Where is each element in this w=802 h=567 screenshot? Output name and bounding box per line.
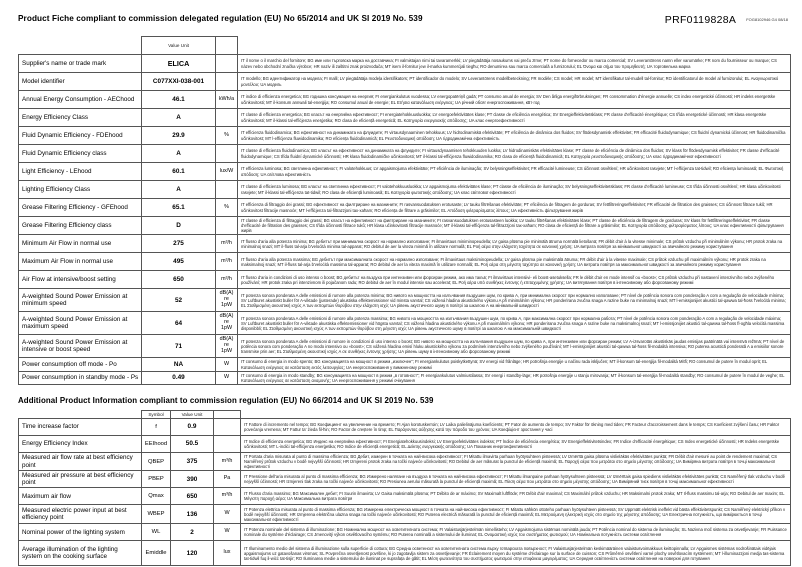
row-symbol: QBEP: [142, 452, 171, 470]
row-value: 60.1: [142, 163, 216, 181]
table-row: [19, 524, 791, 541]
additional-info-title: Additional Product Information compliant to commission regulation (EU) No 66/2014 and UK SI 2019 No. 539: [18, 395, 434, 405]
row-label: Fluid Dynamic Efficiency - FDEhood: [19, 127, 142, 145]
row-label: A-weighted Sound Power Emission at maximum speed: [19, 312, 142, 335]
row-symbol: f: [142, 418, 171, 435]
document-header: [18, 14, 792, 30]
row-translations: IT Flusso d'aria massimo; BG Максимален дебит; FI Suurin ilmavirta; LV Gaisa maksimālā plūsma; PT Débito de ar máximo; SV Maximalt luftflöde; FR Débit d'air maximal; CS Maximální průtok vzduchu; HR Maksimalni protok zraka; MT Il-fluss massimu tal-arja; RO Debitul de aer maxim; EL Μέγιστη παροχή αέρα; UA Максимальна витрата повітря: [241, 488, 791, 505]
row-value: 65.1: [142, 199, 216, 217]
header-spacer: [238, 37, 791, 55]
row-label: Time increase factor: [19, 418, 142, 435]
row-value: 495: [142, 253, 216, 271]
row-translations: IT Pressione dell'aria misurata al punto di massima efficienza; BG Измерено налягане на въздуха в точката на най-висока ефективност; FI Mitattu ilmanpaine parhaan hyötysuhteen pisteessä; LV Izmērītais gaisa spiediens vislielākās efektivitātes punktā; CS Naměřený tlak vzduchu v bodě nejvyšší účinnosti; HR Izmjereni tlak zraka na točki najveće učinkovitosti; RO Presiunea aerului măsurată la punctul de eficiență maximă; EL Πίεση αέρα που μετράται στο σημείο μέγιστης απόδοσης; UA Виміряний тиск повітря в точці максимальної ефективності: [241, 471, 791, 488]
row-unit: [216, 109, 238, 127]
row-value: 50.5: [171, 435, 214, 452]
row-label: Air Flow at intensive/boost setting: [19, 271, 142, 289]
value-unit-header: Value Unit: [142, 37, 216, 55]
row-translations: IT consumo di energia in modo spento; BG консумацията на мощност в режим „изключен“; FI energiankulutus poiskytkettynä; SV energi vid frånläge; HR potrošnja energije u načinu rada isključen; MT il-konsum tal-enerġija fil-modalità Mitfi; RO consumul de putere în modul oprit; EL Κατανάλωση ενέργειας σε κατάσταση εκτός λειτουργίας; UA енергоспоживання у вимкненому режимі: [238, 358, 791, 371]
row-symbol: WBEP: [142, 505, 171, 524]
row-translations: IT flusso d'aria alla potenza minima; BG дебитът при минимална скорост на нормално използване; FI ilmavirtaus miniminopeudella; LV gaisa plūsma pie minimālā ātruma normālā lietošanā; FR débit d'air à la vitesse minimale; CS průtok vzduchu při minimálním výkonu; HR protok zraka na minimalnoj snazi; MT il-fluss tal-arja b'veloċità minima tal-apparat; RO debitul de aer la viteza minimă în utilizare normală; EL Ροή αέρα στην ελάχιστη ταχύτητα σε κανονική χρήση; UA витрата повітря за мінімальної швидкості за звичайного режиму користування: [238, 235, 791, 253]
row-label: Grease Filtering Efficiency - GFEhood: [19, 199, 142, 217]
header-spacer: [19, 37, 142, 55]
row-label: Measured air flow rate at best efficiency point: [19, 452, 142, 470]
row-label: Measured air pressure at best efficiency point: [19, 471, 142, 488]
row-unit: W: [216, 358, 238, 371]
row-unit: [216, 217, 238, 235]
row-translations: IT efficienza di filtraggio dei grassi; BG ефективност на филтриране на мазнините; FI rasvansuodatuksen erotusaste; LV tauku filtrēšanas efektivitāte; PT eficiência de filtragem de gorduras; SV fettfiltreringseffektivitet; FR efficacité de filtration des graisses; CS účinnost filtrace tuků; HR učinkovitost filtracije masnoće; MT l-effiċjenza tal-filtrazzjoni tax-xaħam; RO eficiența de filtrare a grăsimilor; EL Απόδοση φιλτραρίσματος λίπους; UA ефективність фільтрування жирів: [238, 199, 791, 217]
row-unit: lux/W: [216, 163, 238, 181]
row-translations: IT il nome o il marchio del fornitore; BG име или търговска марка на доставчика; FI valmistajan nimi tai tavaramerkki; LV piegādātāja nosaukums vai preču zīme; PT nome do fornecedor ou marca comercial; SV Leverantörens namn eller varumärke; FR nom du fournisseur ou marque; CS název nebo obchodní značka výrobce; HR naziv ili zaštitni znak proizvođača; MT isem il-fornitur jew il-marka kummerċjali tiegħu; RO denumirea sau marca comercială a furnizorului; EL Όνομα και σήμα του προμηθευτή; UA торговельна марка: [238, 55, 791, 73]
row-symbol: WL: [142, 524, 171, 541]
row-label: Average illumination of the lighting system on the cooking surface: [19, 541, 142, 566]
row-unit: m³/h: [216, 235, 238, 253]
row-translations: IT classe di efficienza luminosa; BG класът на светлинна ефективност; FI valotehokkuusluokka; LV apgaismojuma efektivitātes klase; PT classe de eficiência de iluminação; SV belysningseffektivitetsklass; FR classe d'efficacité lumineuse; CS třída účinnosti osvětlení; HR klasa učinkovitosti rasvjete; MT il-klassi tal-effiċjenza tat-tidwil; RO clasa de eficiență luminoasă; EL Κατηγορία φωτιστικής απόδοσης; UA клас світлової ефективності: [238, 181, 791, 199]
row-label: Lighting Efficiency Class: [19, 181, 142, 199]
row-translations: IT efficienza luminosa; BG светлинна ефективност; FI valotehokkuus; LV apgaismojuma efektivitāte; PT eficiência de iluminação; SV belysningseffektivitet; FR efficacité lumineuse; CS účinnost osvětlení; HR učinkovitost rasvjete; MT l-effiċjenza tat-tidwil; RO eficiența luminoasă; EL Φωτιστική απόδοση; UA світлова ефективність: [238, 163, 791, 181]
table-row: [19, 541, 791, 566]
row-unit: W: [214, 505, 241, 524]
row-translations: IT modello; BG идентификатор на модела; FI malli; LV piegādātāja modeļa identifikators; PT identificador do modelo; SV Leverantörens modellbeteckning; FR modèle; CS model; HR model; MT identifikatur tal-mudell tal-fornitur; RO identificatorul de model al furnizorului; EL Αναγνωριστικό μοντέλου; UA модель: [238, 73, 791, 91]
header-spacer: [241, 410, 791, 418]
row-value: A: [142, 145, 216, 163]
row-value: 64: [142, 312, 216, 335]
table-row: [19, 163, 791, 181]
row-value: 120: [171, 541, 214, 566]
row-unit: m³/h: [214, 488, 241, 505]
row-unit: kWh/a: [216, 91, 238, 109]
row-translations: IT Potenza elettrica misurata al punto di massima efficienza; BG Измерена електрическа мощност в точката на най-висока ефективност; FI Mitattu sähkön ottoteho parhaan hyötysuhteen pisteessä; SV Uppmätt elektrisk ineffekt vid bästa effektivitetspunkt; CS Naměřený elektrický příkon v bodě nejvyšší účinnosti; HR Izmjerena električna ulazna snaga na točki najveće učinkovitosti; RO Puterea electrică măsurată la punctul de eficiență maximă; EL Μετρούμενη ηλεκτρική ισχύς στο σημείο της μέγιστης απόδοσης; UA Електрична потужність, що вимірюється в точці максимальної ефективності: [241, 505, 791, 524]
row-label: Energy Efficiency Index: [19, 435, 142, 452]
row-label: Maximum air flow: [19, 488, 142, 505]
row-label: Annual Energy Consumption - AEChood: [19, 91, 142, 109]
row-value: 0.9: [171, 418, 214, 435]
row-unit: [214, 418, 241, 435]
row-unit: dB(A) re 1pW: [216, 335, 238, 358]
row-translations: IT flusso d'aria in condizioni di uso intenso o boost; BG дебитът на въздуха при интензивен или форсиран режим, ако има такъв; FI ilmavirtaus intensiivi- eli boost-asetuksella; FR le débit d'air en mode intensif ou «boost»; CS průtok vzduchu při nastavení intenzivního nebo zvýšeného používání; HR protok zraka pri intenzivnom ili pojačanom radu; RO debitul de aer în modul intensiv sau accelerat; EL Ροή αέρα υπό συνθήκες έντονης ή επιταχυμένης χρήσης; UA витягування повітря в інтенсивному або форсованому режимі: [238, 271, 791, 289]
row-unit: Pa: [214, 471, 241, 488]
table-row: [19, 235, 791, 253]
row-label: Model identifier: [19, 73, 142, 91]
row-value: 29.9: [142, 127, 216, 145]
table-row: [19, 488, 791, 505]
row-translations: IT flusso d'aria alla potenza massima; BG дебитът при максималната скорост на нормално използване; FI ilmavirtaus maksiminopeudella; LV gaisa plūsma pie maksimālā ātruma; FR débit d'air à la vitesse maximale; CS průtok vzduchu při maximálním výkonu; HR protok zraka na maksimalnoj snazi; MT il-fluss tal-arja b'veloċità massima tal-apparat; RO debitul de aer la viteza maximă în utilizare normală; EL Ροή αέρα στη μέγιστη ταχύτητα σε κανονική χρήση; UA витрата повітря за максимальної швидкості за звичайного режиму користування: [238, 253, 791, 271]
row-value: A: [142, 109, 216, 127]
row-translations: IT Portata d'aria misurata al punto di massima efficienza; BG Дебит, измерен в точката на най-висока ефективност; FI Mitattu ilmavirta parhaan hyötysuhteen pisteessä; LV Izmērītā gaisa plūsma vislielākās efektivitātes punktā; FR Débit d'air mesuré au point de rendement maximal; CS Naměřený průtok vzduchu v bodě nejvyšší účinnosti; HR Izmjereni protok zraka na točki najveće učinkovitosti; RO Debitul de aer măsurat la punctul de eficiență maximă; EL Παροχή αέρα που μετράται στο σημείο μέγιστης απόδοσης; UA Виміряна витрата повітря в точці максимальної ефективності: [241, 452, 791, 470]
row-translations: IT potenza sonora ponderata A delle emissioni di rumore alla potenza minima; BG нивото на мощността на излъчвания въздушен шум, по крива A, при минимална скорост при нормално използване; PT nível de potência sonora com ponderação A com a regulação de velocidade mínima; SV Luftburet akustiskt buller för A-viktade (justerade) akustiska effektemissioner vid minsta varvtal; CS vážená hladina akustického výkonu A při minimálním výkonu; HR ponderirana zvučna snaga A razine buke na minimalnoj snazi; MT l-emissjonijiet akustiċi tal-qawwa tal-ħoss f'veloċità minima; EL Σταθμισμένη ακουστική ισχύς A των εκπομπών θορύβου στην ελάχιστη ισχύ; UA рівень акустичного шуму в повітрі за шкалою A на мінімальній швидкості: [238, 289, 791, 312]
row-translations: IT potenza sonora ponderata A delle emissioni di rumore in condizioni di uso intenso o boost; BG нивото на мощността на излъчвания въздушен шум, по крива A, при интензивен или форсиран режим; LV A-izsvarotās akustiskās jaudas emisijas paātrinātā vai intensīvā režīmā; PT nível de potência sonora com ponderação A no modo intensivo ou «boost»; CS vážená hladina emisí hluku akustického výkonu za podmínek intenzivního nebo zvýšeného používání; MT l-emissjonijiet akustiċi tal-qawwa tal-ħoss fil-modalità intensiva; RO puterea acustică ponderată A a emisiilor sonore transmise prin aer; EL Σταθμισμένη ακουστική ισχύς A σε συνθήκες έντονης χρήσης; UA рівень шуму в інтенсивному або форсованому режимі: [238, 335, 791, 358]
row-unit: [216, 145, 238, 163]
row-value: 0.49: [142, 371, 216, 384]
row-value: 71: [142, 335, 216, 358]
row-translations: IT classe di efficienza di filtraggio dei grassi; BG класът на ефективност на филтриране на мазнините; FI rasvansuodatuksen erotusasteen luokka; LV tauku filtrēšanas efektivitātes klase; PT classe de eficiência de filtragem de gorduras; SV klass för fettfiltreringseffektivitet; FR classe d'efficacité de filtration des graisses; CS třída účinnosti filtrace tuků; HR klasa učinkovitosti filtracije masnoće; MT il-klassi tal-effiċjenza tal-filtrazzjoni tax-xaħam; RO clasa de eficiență de filtrare a grăsimilor; EL Κατηγορία απόδοσης φιλτραρίσματος λίπους; UA клас ефективності фільтрування жирів: [238, 217, 791, 235]
table-row: [19, 435, 791, 452]
table-row: [19, 127, 791, 145]
row-unit: [216, 55, 238, 73]
row-unit: W: [214, 524, 241, 541]
row-symbol: PBEP: [142, 471, 171, 488]
row-value: 650: [171, 488, 214, 505]
row-unit: dB(A) re 1pW: [216, 289, 238, 312]
unit-header-cell: [216, 37, 238, 55]
table-header-row: [19, 37, 791, 55]
table-row: [19, 289, 791, 312]
row-translations: IT Indice di efficienza energetica; BG Индекс на енергийна ефективност; FI Energiatehokkuusindeksi; LV Energoefektivitātes indekss; PT Índice de eficiência energética; SV Energieffektivitetsindex; FR Indice d'efficacité énergétique; CS Index energetické účinnosti; HR Indeks energetske učinkovitosti; MT L-indiċi tal-effiċjenza enerġetika; RO Indice de eficiență energetică; EL Δείκτης ενεργειακής απόδοσης; UA Показник енергоефективності: [241, 435, 791, 452]
table-row: [19, 505, 791, 524]
row-unit: lux: [214, 541, 241, 566]
row-unit: m³/h: [216, 253, 238, 271]
row-translations: IT indice di efficienza energetica; BG годишна консумация на енергия; FI energiankulutus vuodessa; LV energopatēriņš gadā; PT consumo anual de energia; SV Den årliga energiförbrukningen; FR consommation d'énergie annuelle; CS index energetické účinnosti; HR indeks energetske učinkovitosti; MT il-konsum annwali tal-enerġija; RO consumul anual de energie; EL Ετήσια κατανάλωση ενέργειας; UA річний обсяг енергоспоживання, кВт·год: [238, 91, 791, 109]
table-row: [19, 471, 791, 488]
row-label: Nominal power of the lighting system: [19, 524, 142, 541]
row-value: A: [142, 181, 216, 199]
row-label: A-weighted Sound Power Emission at minimum speed: [19, 289, 142, 312]
row-symbol: EEIhood: [142, 435, 171, 452]
table-row: [19, 109, 791, 127]
symbol-header: Symbol: [142, 410, 171, 418]
table-row: [19, 271, 791, 289]
table-row: [19, 312, 791, 335]
row-value: 650: [142, 271, 216, 289]
row-label: Grease Filtering Efficiency class: [19, 217, 142, 235]
revision-code: FOG8102946 G4 08/18: [746, 17, 788, 22]
row-value: 275: [142, 235, 216, 253]
value-unit-header: Value Unit: [171, 410, 214, 418]
row-label: Minimum Air Flow in normal use: [19, 235, 142, 253]
row-value: ELICA: [142, 55, 216, 73]
row-value: 136: [171, 505, 214, 524]
table-row: [19, 335, 791, 358]
row-unit: m³/h: [214, 452, 241, 470]
table-row: [19, 418, 791, 435]
row-value: D: [142, 217, 216, 235]
table-row: [19, 199, 791, 217]
header-spacer: [19, 410, 142, 418]
row-label: Energy Efficiency Class: [19, 109, 142, 127]
row-label: A-weighted Sound Power Emission at intensive or boost speed: [19, 335, 142, 358]
row-unit: m³/h: [216, 271, 238, 289]
row-label: Supplier's name or trade mark: [19, 55, 142, 73]
table-row: [19, 371, 791, 384]
row-translations: IT Fattore di incremento nel tempo; BG Коефициент на увеличение на времето; FI Ajan korotuskerroin; LV Laika palielinājuma koeficients; PT Fator de aumento de tempo; SV Faktor för ökning med tiden; FR Facteur d'accroissement dans le temps; CS Koeficient zvýšení času; HR Faktor povećanja vremena; MT Fattur ta' żieda fil-ħin; RO Factor de creștere în timp; EL Παράγοντας αύξησης κατά την πάροδο του χρόνου; UA Коефіцієнт зростання у часі: [241, 418, 791, 435]
row-unit: %: [216, 127, 238, 145]
row-value: C077XXI-038-001: [142, 73, 216, 91]
row-label: Light Efficiency - LEhood: [19, 163, 142, 181]
row-unit: [216, 73, 238, 91]
row-symbol: Qmax: [142, 488, 171, 505]
row-unit: [216, 181, 238, 199]
table-row: [19, 91, 791, 109]
table-row: [19, 145, 791, 163]
row-translations: IT potenza sonora ponderata A delle emissioni di rumore alla potenza massima; BG нивото на мощността на излъчвания въздушен шум, по крива A, при максимална скорост при нормална работа; PT nível de potência sonora com ponderação A com a regulação de velocidade máxima; SV Luftburet akustiskt buller för A-viktade akustiska effektemissioner vid högsta varvtal; CS vážená hladina akustického výkonu A při maximálním výkonu; HR ponderirana zvučna snaga A razine buke na maksimalnoj snazi; MT l-emissjonijiet akustiċi tal-qawwa tal-ħoss fl-ogħla veloċità massima disponibbli; EL Σταθμισμένη ακουστική ισχύς A των εκπομπών θορύβου στη μέγιστη ισχύ; UA рівень акустичного шуму в повітрі за шкалою A на максимальній швидкості: [238, 312, 791, 335]
row-translations: IT Potenza nominale del sistema di illuminazione; BG Номинална мощност на осветителната система; FI Valaistusjärjestelmän nimellisteho; LV Apgaismojuma sistēmas nominālā jauda; PT Potência nominal do sistema de iluminação; SL Nazivna moč sistema za osvetljevanje; FR Puissance nominale du système d'éclairage; CS Jmenovitý výkon osvětlovacího systému; RO Puterea nominală a sistemului de iluminat; EL Ονομαστική ισχύς του συστήματος φωτισμού; UA Номінальна потужність системи освітлення: [241, 524, 791, 541]
table-row: [19, 73, 791, 91]
unit-header-cell: [214, 410, 241, 418]
row-translations: IT consumo di energia in modo standby; BG консумацията на мощност в режим „в готовност“; FI energiankulutus valmiustilassa; SV energi i standby-läge; HR potrošnja energije u stanju mirovanja; MT il-konsum tal-enerġija fil-modalità standby; RO consumul de putere în modul de veghe; EL Κατανάλωση ενέργειας σε κατάσταση αναμονής; UA енергоспоживання у режимі очікування: [238, 371, 791, 384]
additional-info-table: [18, 410, 791, 566]
row-unit: [214, 435, 241, 452]
row-label: Maximum Air Flow in normal use: [19, 253, 142, 271]
row-unit: W: [216, 371, 238, 384]
row-translations: IT efficienza fluidodinamica; BG ефективност на динамиката на флуидите; FI virtausdynaaminen tehokkuus; LV hidrodinamiskā efektivitāte; PT eficiência de dinâmica dos fluidos; SV flödesdynamisk effektivitet; FR efficacité fluidodynamique; CS fluidní dynamická účinnost; HR fluidodinamička učinkovitost; MT l-effiċjenza fluwidodinamika; RO eficiența fluidodinamică; EL Ρευστοδυναμική απόδοση; UA гідродинамічна ефективність: [238, 127, 791, 145]
table-row: [19, 217, 791, 235]
row-value: NA: [142, 358, 216, 371]
page-title: Product Fiche compliant to commission delegated regulation (EU) No 65/2014 and UK SI 2019 No. 539: [18, 14, 423, 23]
row-label: Fluid Dynamic Efficiency class: [19, 145, 142, 163]
row-label: Measured electric power input at best efficiency point: [19, 505, 142, 524]
product-fiche-table: [18, 36, 791, 385]
table-row: [19, 253, 791, 271]
row-unit: %: [216, 199, 238, 217]
row-value: 375: [171, 452, 214, 470]
document-code: PRF0119828A: [664, 14, 737, 26]
table-row: [19, 181, 791, 199]
table-header-row: [19, 410, 791, 418]
row-label: Power consumption in standby mode - Ps: [19, 371, 142, 384]
row-unit: dB(A) re 1pW: [216, 312, 238, 335]
row-value: 52: [142, 289, 216, 312]
table-row: [19, 358, 791, 371]
document-codes: [665, 14, 792, 26]
row-symbol: Emiddle: [142, 541, 171, 566]
row-translations: IT Illuminamento medio del sistema di illuminazione sulla superficie di cottura; BG Средна осветеност на осветителната система върху готварската повърхност; FI Valaistusjärjestelmän keskimääräinen valaistusvoimakkuus keittopinnalla; LV Apgaismes sistēmas nodrošinātais vidējais apgaismojums uz gatavošanas virsmas; SL Povprečna osvetljenost površine, ki jo zagotavlja sistem za osvetljevanje; FR Éclairement moyen du système d'éclairage sur la surface de cuisson; CS Průměrné osvětlení varné plochy osvětlovacím systémem; MT l-illuminazzjoni medja tas-sistema tat-tidwil fuq il-wiċċ tat-tisjir; RO Iluminarea medie a sistemului de iluminat pe suprafața de gătit; EL Μέση φωτεινότητα του συστήματος φωτισμού στην επιφάνεια μαγειρέματος; UA Середня освітленість системи освітлення на поверхні для готування: [241, 541, 791, 566]
row-translations: IT classe di efficienza energetica; BG класът на енергийна ефективност; FI energiatehokkuusluokka; LV energoefektivitātes klase; PT classe de eficiência energética; SV Energieffektivitetsklass; FR classe d'efficacité énergétique; CS třída energetické účinnosti; HR klasa energetske učinkovitosti; MT il-klassi tal-effiċjenza enerġetika; RO clasa de eficiență energetică; EL Κατηγορία ενεργειακής απόδοσης; UA клас енергоефективності: [238, 109, 791, 127]
row-label: Power consumption off mode - Po: [19, 358, 142, 371]
row-value: 2: [171, 524, 214, 541]
table-row: [19, 452, 791, 470]
row-translations: IT classe di efficienza fluidodinamica; BG класът на ефективност на динамиката на флуидите; FI virtausdynaamisen tehokkuuden luokka; LV hidrodinamiskās efektivitātes klase; PT classe de eficiência de dinâmica dos fluidos; SV klass för flödesdynamisk effektivitet; FR classe d'efficacité fluidodynamique; CS třída fluidní dynamické účinnosti; HR klasa fluidodinamičke učinkovitosti; MT il-klassi tal-effiċjenza fluwidodinamika; RO clasa de eficiență fluidodinamică; EL Κατηγορία ρευστοδυναμικής απόδοσης; UA клас гідродинамічної ефективності: [238, 145, 791, 163]
row-value: 390: [171, 471, 214, 488]
table-row: [19, 55, 791, 73]
row-value: 46.1: [142, 91, 216, 109]
